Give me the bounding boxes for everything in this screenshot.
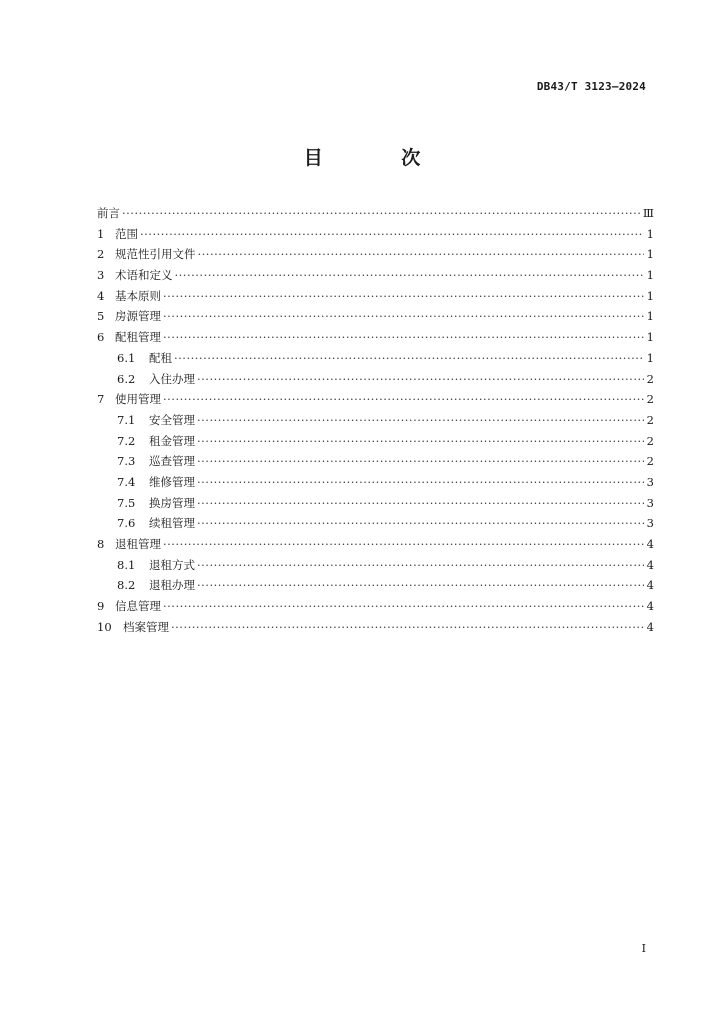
toc-page-number: 2 (646, 371, 654, 386)
toc-leader-dots (197, 575, 644, 596)
toc-page-number: 2 (646, 412, 654, 427)
toc-label: 规范性引用文件 (115, 247, 196, 262)
toc-label: 维修管理 (149, 474, 195, 489)
toc-leader-dots (197, 472, 644, 493)
toc-page-number: 1 (646, 350, 654, 365)
toc-entry-7-1[interactable] (97, 410, 654, 431)
toc-leader-dots (163, 596, 644, 617)
toc-entry-5[interactable] (97, 306, 654, 327)
toc-number: 3 (97, 268, 105, 283)
toc-entry-2[interactable] (97, 244, 654, 265)
table-of-contents (97, 203, 654, 637)
toc-page-number: 4 (646, 599, 654, 614)
toc-leader-dots (171, 617, 644, 638)
toc-page-number: 4 (646, 619, 654, 634)
toc-number: 6.1 (117, 350, 136, 365)
toc-entry-6-1[interactable] (97, 348, 654, 369)
toc-number: 5 (97, 309, 105, 324)
toc-label: 配租 (149, 350, 172, 365)
toc-number: 1 (97, 226, 105, 241)
toc-page-number: 3 (646, 495, 654, 510)
toc-label: 使用管理 (115, 392, 161, 407)
toc-page-number: 4 (646, 557, 654, 572)
page-title: 目 次 (303, 147, 457, 169)
toc-leader-dots (197, 410, 644, 431)
toc-number: 7.1 (117, 412, 136, 427)
toc-leader-dots (163, 389, 644, 410)
toc-number: 7.5 (117, 495, 136, 510)
toc-page-number: 1 (646, 309, 654, 324)
toc-entry-foreword[interactable] (97, 203, 654, 224)
toc-label: 前言 (97, 206, 120, 220)
toc-page-number: 1 (646, 247, 654, 262)
toc-number: 6.2 (117, 371, 136, 386)
toc-page-number: 4 (646, 537, 654, 551)
toc-number: 8.1 (117, 557, 136, 572)
toc-number: 2 (97, 247, 105, 262)
toc-label: 巡查管理 (149, 454, 195, 469)
toc-entry-8-2[interactable] (97, 575, 654, 596)
toc-page-number: 3 (646, 474, 654, 489)
toc-entry-8[interactable] (97, 534, 654, 555)
toc-entry-7[interactable] (97, 389, 654, 410)
toc-label: 租金管理 (149, 433, 195, 448)
toc-entry-7-5[interactable] (97, 493, 654, 514)
toc-entry-7-3[interactable] (97, 451, 654, 472)
toc-entry-7-4[interactable] (97, 472, 654, 493)
toc-entry-7-6[interactable] (97, 513, 654, 534)
toc-page-number: Ⅲ (642, 206, 654, 220)
toc-entry-6[interactable] (97, 327, 654, 348)
toc-label: 配租管理 (115, 330, 161, 345)
document-code: DB43/T 3123—2024 (536, 80, 646, 93)
toc-page-number: 1 (646, 268, 654, 283)
toc-label: 入住办理 (149, 371, 195, 386)
toc-page-number: 2 (646, 392, 654, 407)
toc-leader-dots (197, 431, 644, 452)
toc-number: 10 (97, 619, 112, 634)
toc-page-number: 3 (646, 516, 654, 531)
toc-leader-dots (197, 369, 644, 390)
toc-entry-3[interactable] (97, 265, 654, 286)
toc-leader-dots (163, 534, 644, 555)
toc-leader-dots (175, 265, 645, 286)
toc-page-number: 1 (646, 330, 654, 345)
toc-number: 8 (97, 537, 105, 551)
toc-leader-dots (163, 306, 644, 327)
toc-label: 术语和定义 (115, 268, 173, 283)
toc-number: 8.2 (117, 578, 136, 593)
toc-number: 7.4 (117, 474, 136, 489)
toc-label: 范围 (115, 226, 138, 241)
toc-label: 退租办理 (149, 578, 195, 593)
toc-leader-dots (198, 244, 645, 265)
toc-leader-dots (197, 513, 644, 534)
toc-leader-dots (197, 555, 644, 576)
toc-entry-10[interactable] (97, 617, 654, 638)
toc-label: 档案管理 (123, 619, 169, 634)
toc-label: 换房管理 (149, 495, 195, 510)
toc-page-number: 1 (646, 288, 654, 303)
toc-page-number: 4 (646, 578, 654, 593)
toc-entry-9[interactable] (97, 596, 654, 617)
toc-leader-dots (197, 493, 644, 514)
page-number: I (641, 942, 646, 955)
toc-number: 6 (97, 330, 105, 345)
toc-label: 退租管理 (115, 537, 161, 551)
toc-leader-dots (163, 327, 644, 348)
toc-entry-7-2[interactable] (97, 431, 654, 452)
toc-label: 续租管理 (149, 516, 195, 531)
toc-entry-4[interactable] (97, 286, 654, 307)
toc-number: 7.3 (117, 454, 136, 469)
toc-leader-dots (174, 348, 644, 369)
toc-number: 7 (97, 392, 105, 407)
toc-label: 基本原则 (115, 288, 161, 303)
toc-label: 退租方式 (149, 557, 195, 572)
toc-number: 7.2 (117, 433, 136, 448)
toc-page-number: 2 (646, 433, 654, 448)
toc-leader-dots (163, 286, 644, 307)
toc-entry-8-1[interactable] (97, 555, 654, 576)
toc-label: 信息管理 (115, 599, 161, 614)
toc-leader-dots (140, 224, 644, 245)
toc-number: 4 (97, 288, 105, 303)
toc-page-number: 2 (646, 454, 654, 469)
toc-entry-1[interactable] (97, 224, 654, 245)
toc-page-number: 1 (646, 226, 654, 241)
toc-label: 房源管理 (115, 309, 161, 324)
toc-leader-dots (197, 451, 644, 472)
toc-number: 7.6 (117, 516, 136, 531)
toc-label: 安全管理 (149, 412, 195, 427)
toc-leader-dots (122, 203, 641, 224)
toc-number: 9 (97, 599, 105, 614)
toc-entry-6-2[interactable] (97, 369, 654, 390)
